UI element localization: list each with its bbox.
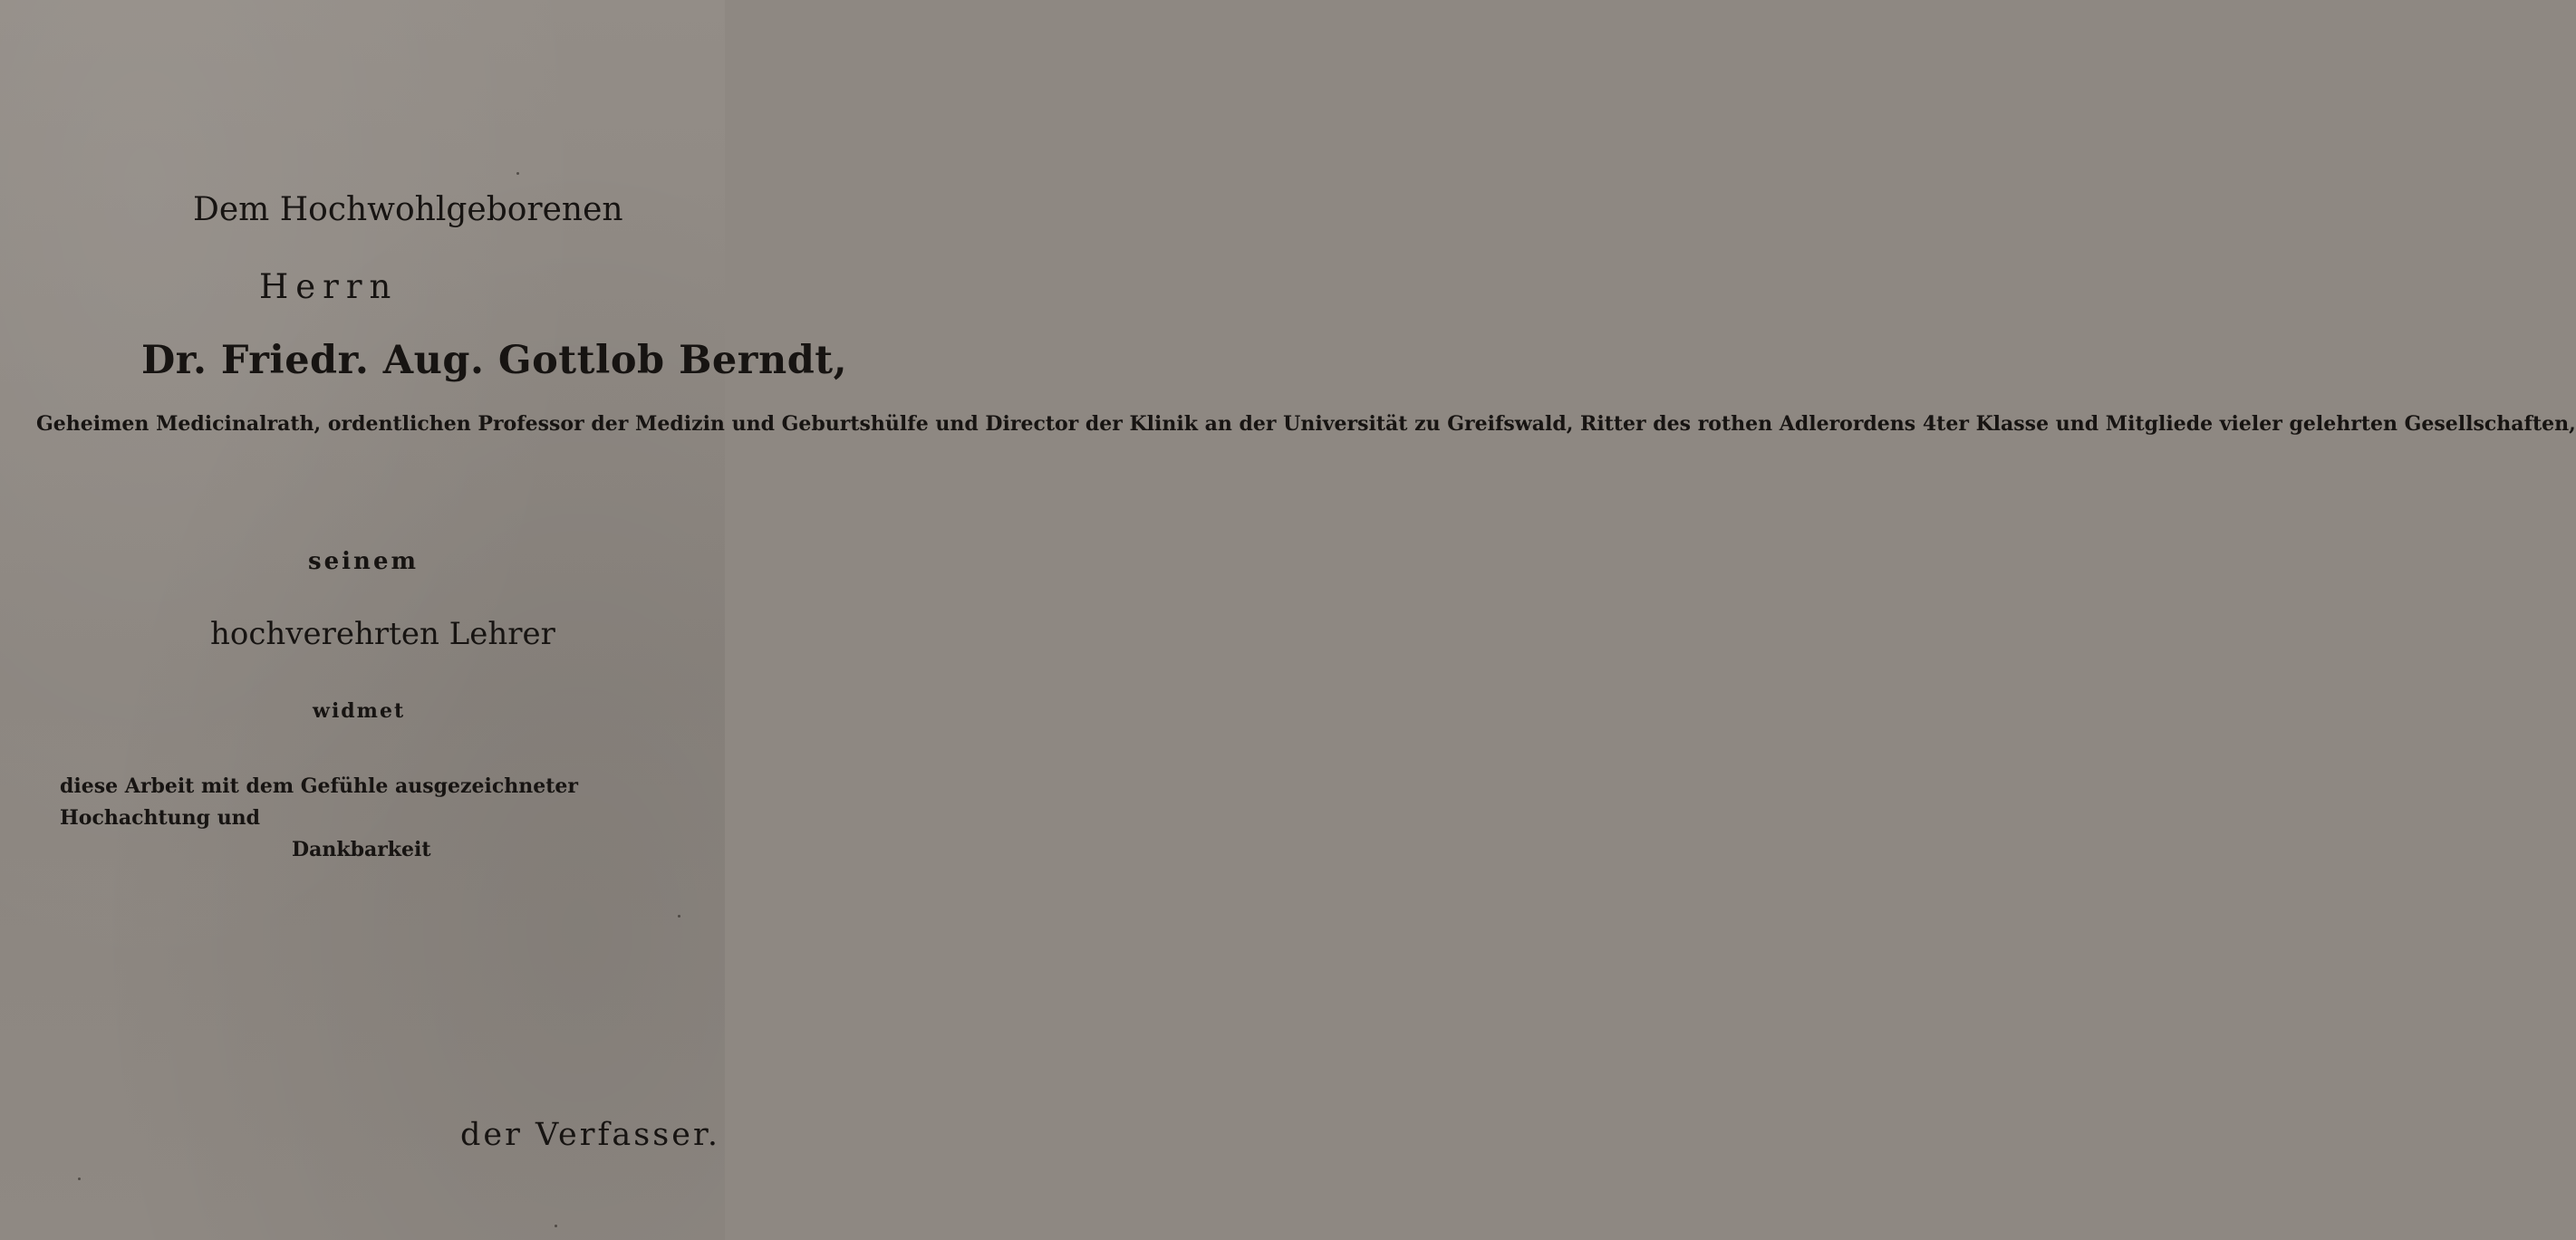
closing-line-2: Dankbarkeit	[292, 838, 431, 861]
dedicates-line: widmet	[313, 699, 406, 723]
closing-line-1: diese Arbeit mit dem Gefühle ausgezeichneter Hochachtung und	[60, 774, 579, 830]
paper-speck	[678, 915, 680, 918]
paper-speck	[78, 1178, 81, 1180]
dedicatee-titles: Geheimen Medicinalrath, ordentlichen Professor der Medizin und Geburtshülfe und Director der Klinik an der Universität zu Greifswald, Ritter des rothen Adlerordens 4ter Klasse und Mitgliede vieler gelehrten Gesellschaften,	[36, 412, 2576, 436]
closing-text	[60, 771, 640, 866]
salutation: Herrn	[259, 267, 399, 306]
seinem-line: seinem	[308, 548, 420, 575]
author-signature: der Verfasser.	[460, 1117, 720, 1153]
dedicatee-name: Dr. Friedr. Aug. Gottlob Berndt,	[141, 338, 848, 383]
paper-speck	[555, 1225, 557, 1227]
paper-speck	[516, 172, 519, 175]
teacher-line: hochverehrten Lehrer	[210, 616, 555, 652]
dedication-opening: Dem Hochwohlgeborenen	[193, 191, 623, 228]
